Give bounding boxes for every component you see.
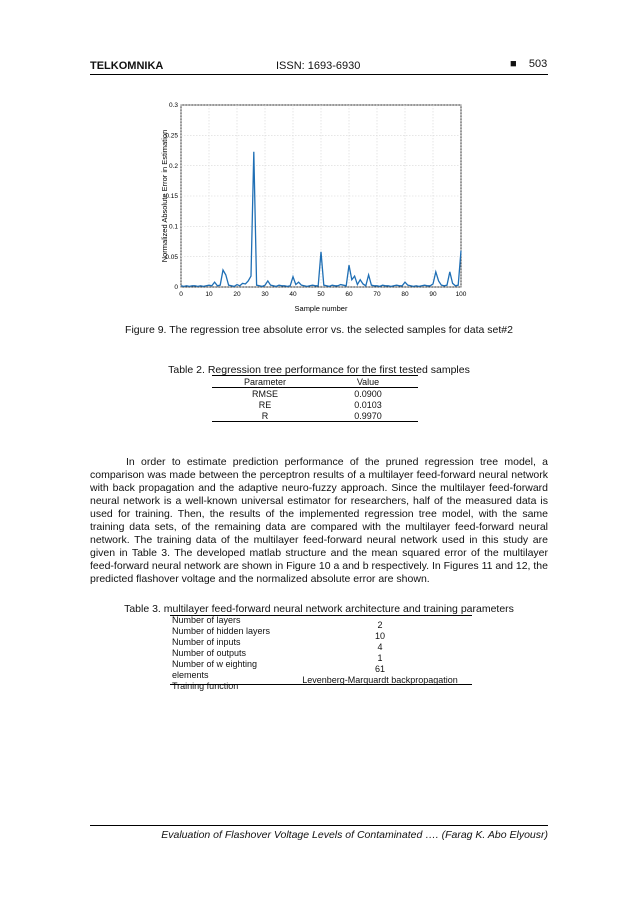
table-cell: Number of layers (172, 615, 241, 625)
table-cell: R (212, 410, 318, 422)
table-3-parameter-column (172, 615, 270, 692)
table-cell: Levenberg-Marquardt backpropagation (302, 675, 458, 685)
journal-name: TELKOMNIKA (90, 60, 164, 72)
table-3-caption: Table 3. multilayer feed-forward neural network architecture and training parameters (124, 603, 514, 615)
x-tick-label: 30 (261, 291, 269, 298)
table-cell: elements (172, 670, 209, 680)
table-cell: 0.0900 (354, 388, 382, 399)
table-3-bottom-rule (170, 684, 472, 685)
table-header-cell: Value (318, 376, 418, 388)
table-row (212, 388, 418, 400)
x-tick-label: 80 (401, 291, 409, 298)
table-cell: RMSE (251, 388, 278, 399)
y-tick-label: 0 (174, 284, 178, 292)
paragraph-text: In order to estimate prediction performance of the pruned regression tree model, a comparison was made between the perceptron results of a multilayer feed-forward neural network with back propagation and the adaptive neuro-fuzzy approach. Since the multilayer feed-forward neural network is a well-known universal estimator for researchers, half of the measured data is used for training. Then, the results of the implemented regression tree model, with the same training data sets, of the remaining data are compared with the multilayer feed-forward neural network. The training data of the multilayer feed-forward neural network used in this study are given in Table 3. The developed matlab structure and the mean squared error of the multilayer feed-forward neural network are shown in Figure 10 a and b respectively. In Figures 11 and 12, the predicted flashover voltage and the normalized absolute error are shown. (90, 456, 548, 585)
x-tick-label: 50 (317, 291, 325, 298)
square-bullet-icon: ■ (510, 58, 517, 70)
footer-citation: Evaluation of Flashover Voltage Levels of Contaminated …. (Farag K. Abo Elyousr) (161, 829, 548, 841)
issn: ISSN: 1693-6930 (276, 60, 361, 72)
table-header-cell: Parameter (212, 376, 318, 388)
page-number-value: 503 (528, 58, 548, 70)
y-tick-label: 0.2 (168, 162, 178, 170)
y-tick-label: 0.05 (165, 253, 178, 261)
table-2-caption: Table 2. Regression tree performance for the first tested samples (168, 364, 470, 376)
y-tick-label: 0.3 (168, 102, 178, 110)
x-tick-label: 20 (233, 291, 241, 298)
x-tick-label: 90 (429, 291, 437, 298)
footer-rule (90, 825, 548, 826)
table-cell: Number of inputs (172, 637, 241, 647)
x-tick-label: 100 (455, 291, 467, 298)
figure-9-caption: Figure 9. The regression tree absolute error vs. the selected samples for data set#2 (125, 324, 513, 336)
x-tick-label: 70 (373, 291, 381, 298)
table-cell: Training function (172, 681, 239, 691)
table-header-row (212, 376, 418, 388)
table-cell: 0.9970 (318, 410, 418, 422)
table-2 (212, 375, 418, 422)
y-tick-label: 0.25 (165, 132, 178, 140)
x-tick-label: 60 (345, 291, 353, 298)
figure-9-chart (150, 95, 480, 320)
table-cell: Number of outputs (172, 648, 247, 658)
table-cell: 2 (377, 620, 383, 630)
y-tick-label: 0.1 (168, 223, 178, 231)
table-cell: 4 (377, 642, 383, 652)
table-cell: 1 (377, 653, 383, 663)
table-cell: RE (258, 399, 272, 410)
table-3-value-column (290, 620, 470, 686)
x-axis-label: Sample number (294, 304, 348, 313)
y-tick-label: 0.15 (165, 193, 178, 201)
x-tick-label: 10 (205, 291, 213, 298)
table-cell: Number of w eighting (172, 659, 258, 669)
table-cell: 61 (374, 664, 385, 674)
table-cell: 10 (374, 631, 385, 641)
table-row (212, 410, 418, 422)
x-tick-label: 40 (289, 291, 297, 298)
table-row (212, 399, 418, 410)
table-cell: 0.0103 (354, 399, 382, 410)
header-rule (90, 74, 548, 75)
x-axis-ticks (179, 291, 467, 298)
table-cell: Number of hidden layers (172, 626, 271, 636)
body-paragraph (90, 456, 548, 586)
y-axis-label: Normalized Absolute Error in Estimation (160, 129, 169, 263)
page-number (510, 58, 547, 70)
x-tick-label: 0 (179, 291, 183, 298)
